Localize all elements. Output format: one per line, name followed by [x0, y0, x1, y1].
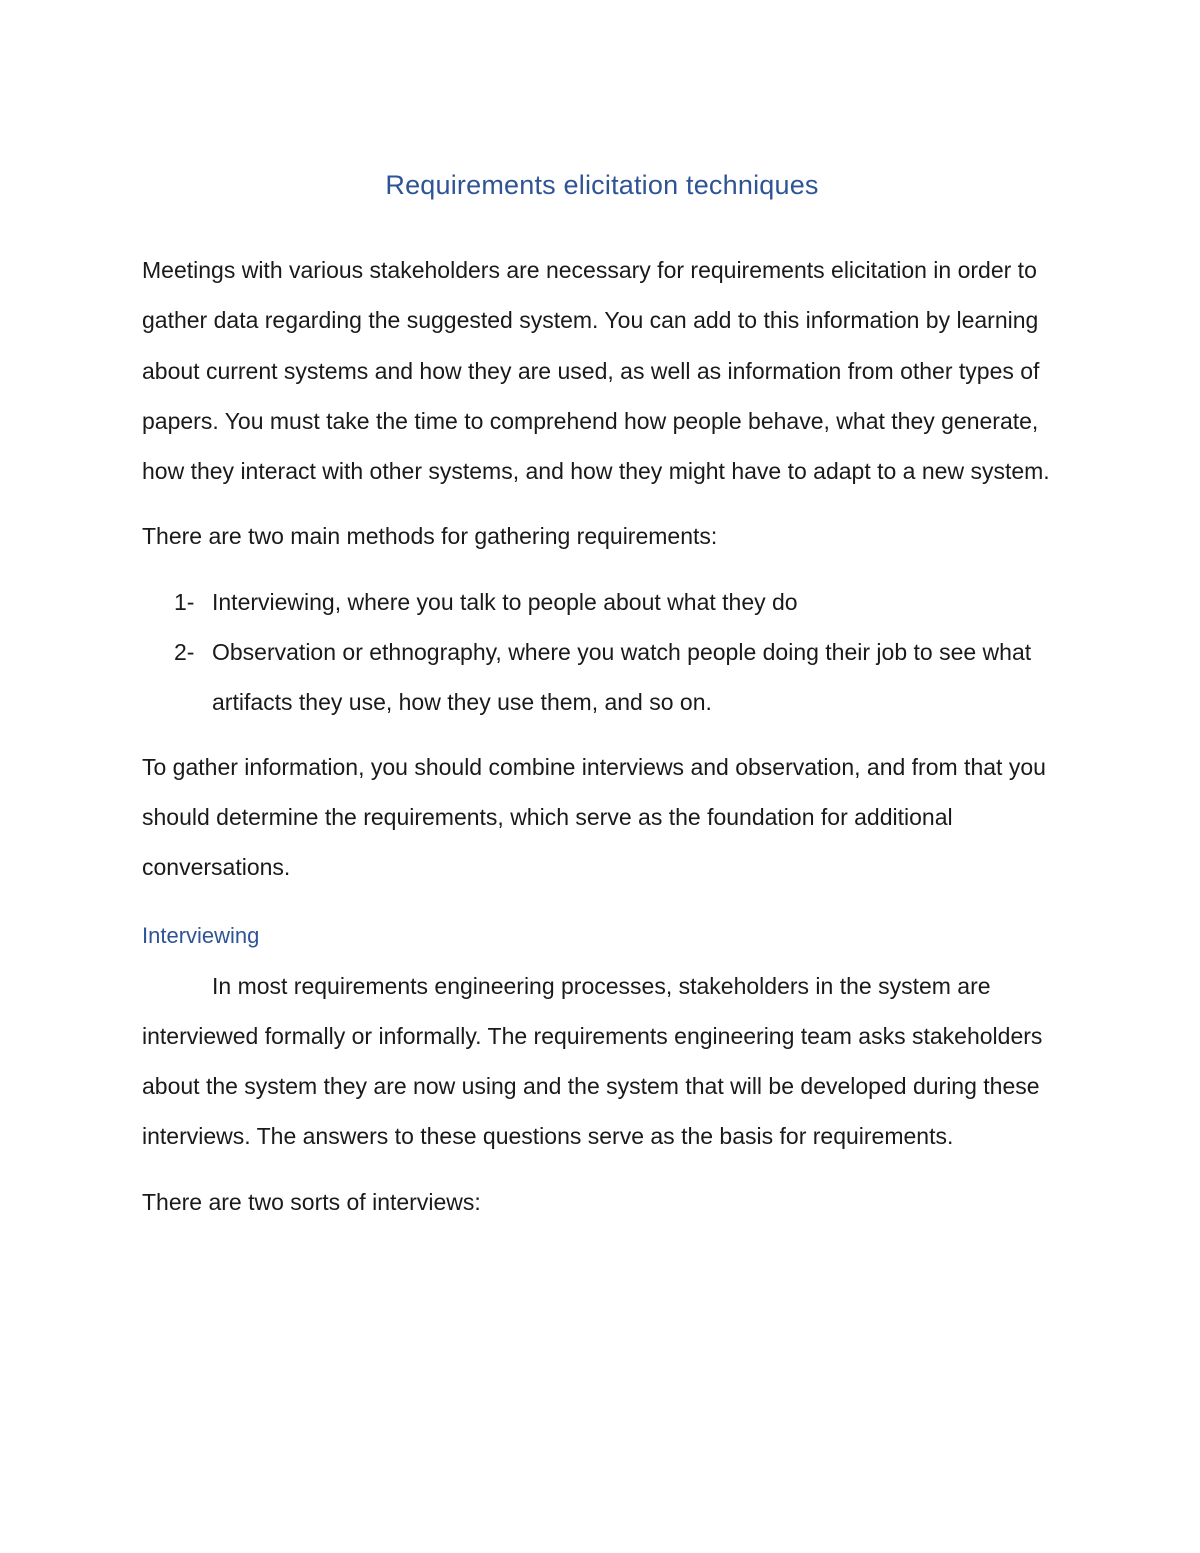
list-item-text: Observation or ethnography, where you watch people doing their job to see what artifacts they use, how they use them, and so on. — [212, 639, 1032, 716]
list-item-text: Interviewing, where you talk to people about what they do — [212, 588, 798, 615]
document-content — [142, 165, 1062, 1227]
list-item-number: 1- — [174, 588, 195, 615]
document-title: Requirements elicitation techniques — [385, 170, 819, 200]
methods-intro: There are two main methods for gathering requirements: — [142, 523, 718, 550]
intro-paragraph: Meetings with various stakeholders are necessary for requirements elicitation in order to gather data regarding the suggested system. You can add to this information by learning about current systems and how they are used, as well as information from other types of papers. You must take the time to comprehend how people behave, what they generate, how they interact with other systems, and how they might have to adapt to a new system. — [142, 257, 1050, 485]
list-item-number: 2- — [174, 639, 195, 666]
list-item — [142, 627, 1062, 728]
interview-sorts-intro: There are two sorts of interviews: — [142, 1188, 481, 1215]
interviewing-heading: Interviewing — [142, 922, 260, 948]
combine-paragraph: To gather information, you should combine interviews and observation, and from that you should determine the requirements, which serve as the foundation for additional conversations. — [142, 753, 1046, 881]
interviewing-paragraph: In most requirements engineering processes, stakeholders in the system are interviewed formally or informally. The requirements engineering team asks stakeholders about the system they are now using and the system that will be developed during these interviews. The answers to these questions serve as the basis for requirements. — [142, 972, 1043, 1150]
list-item — [142, 577, 1062, 627]
methods-list — [142, 577, 1062, 728]
